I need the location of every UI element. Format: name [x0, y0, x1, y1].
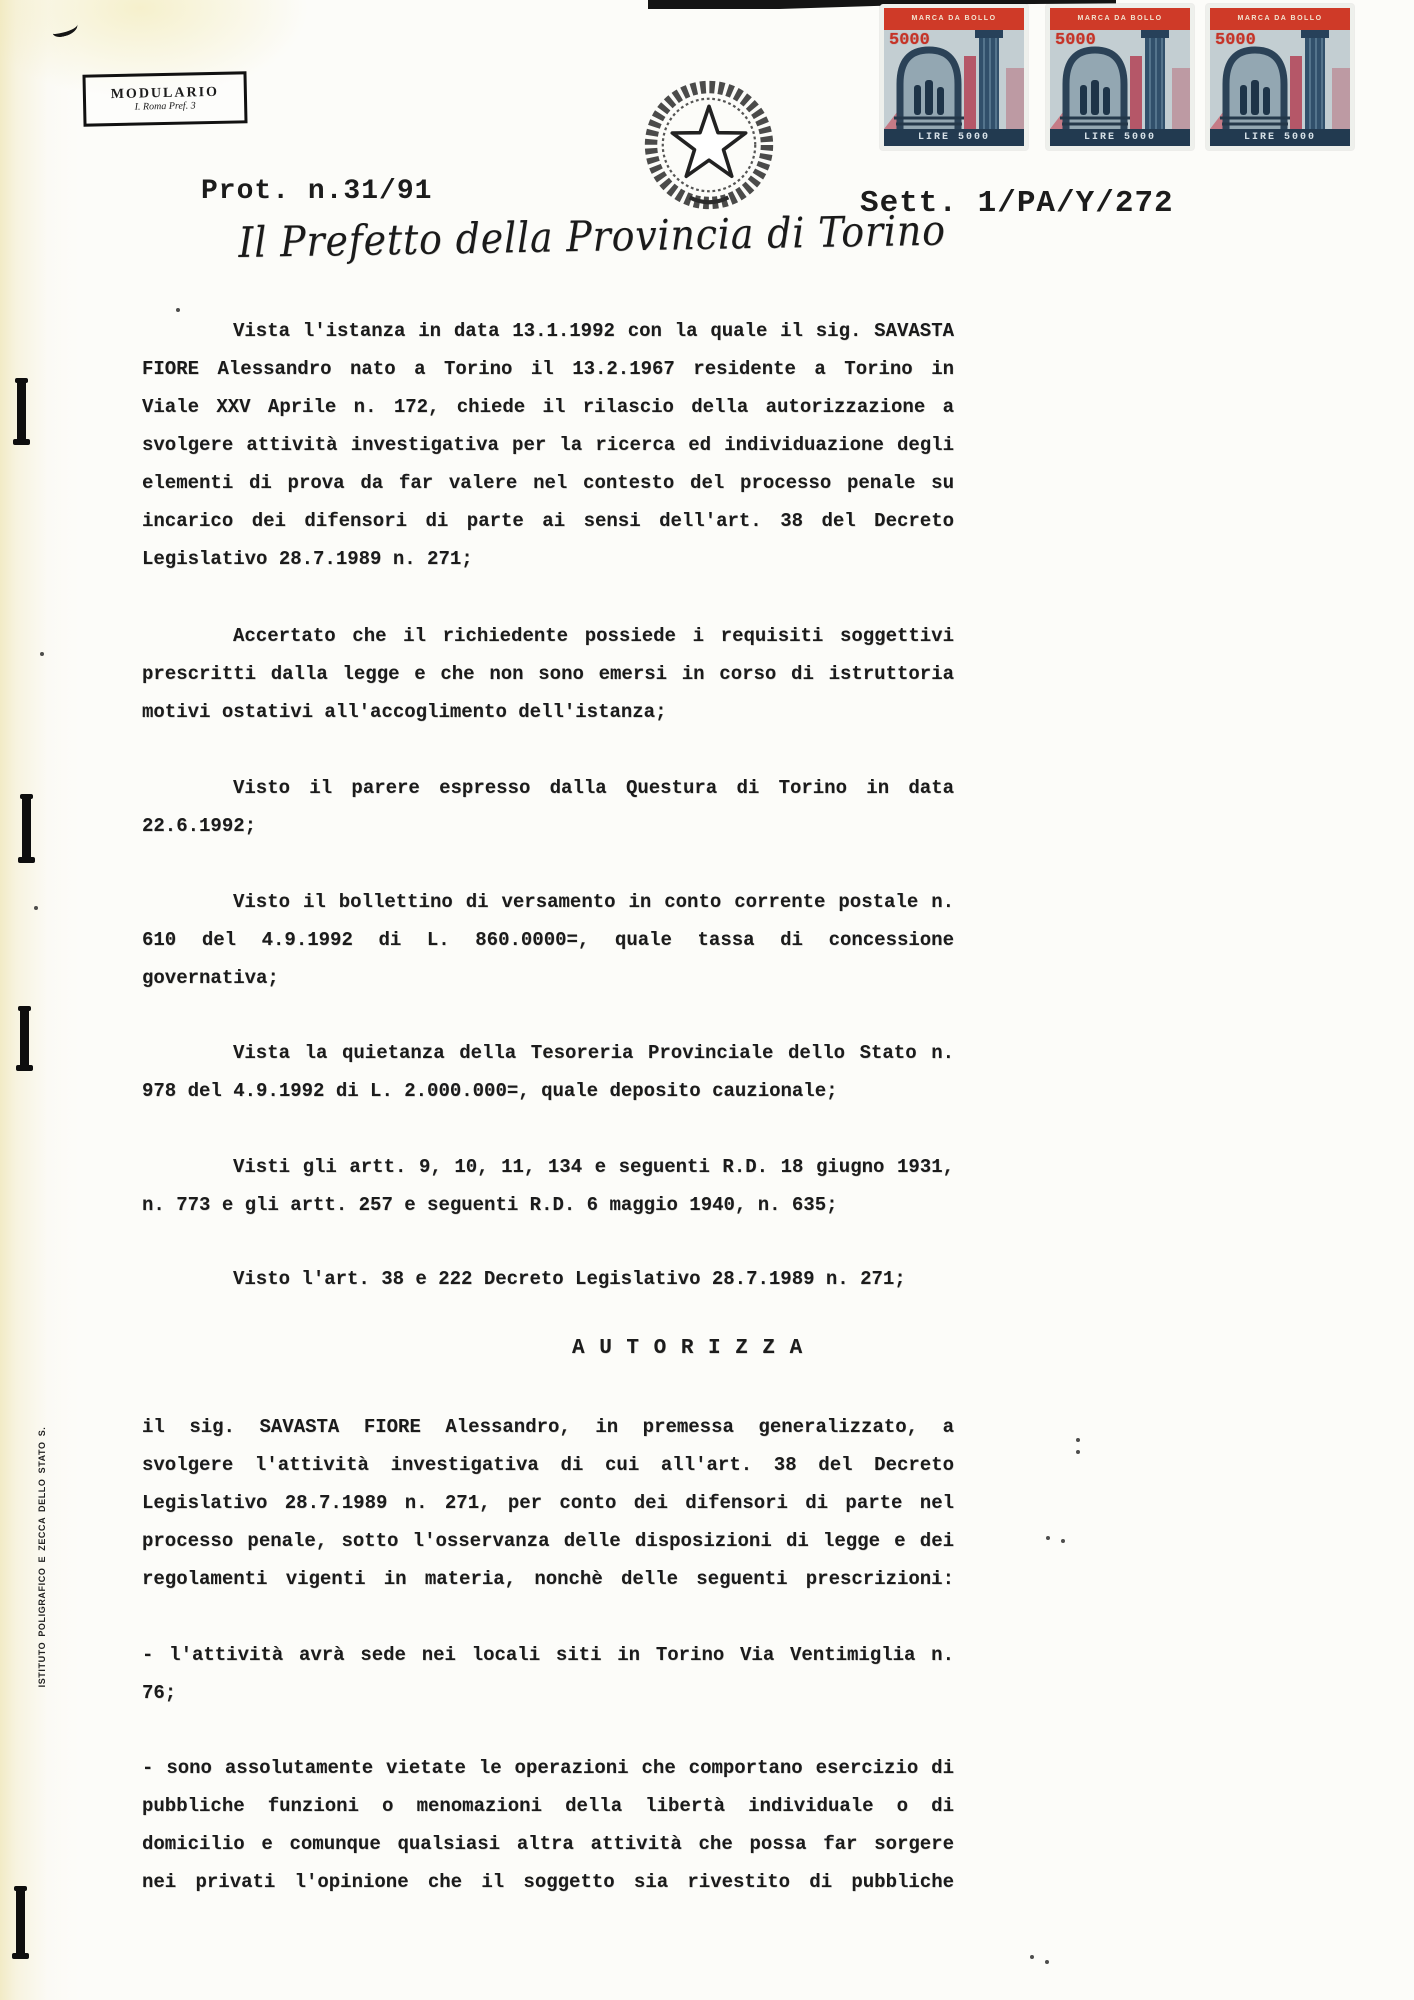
- authorize-heading: A U T O R I Z Z A: [572, 1337, 804, 1360]
- stamp-title: MARCA DA BOLLO: [1050, 8, 1190, 30]
- text-line: 978 del 4.9.1992 di L. 2.000.000=, quale deposito cauzionale;: [142, 1080, 838, 1102]
- staple-mark-icon: [22, 796, 31, 860]
- stamp-frame: [1050, 8, 1190, 146]
- paragraph: [142, 1260, 954, 1298]
- text-line: Legislativo 28.7.1989 n. 271;: [142, 548, 473, 570]
- paragraph: [142, 1148, 954, 1224]
- staple-mark-icon: [20, 1008, 29, 1068]
- stamp-title: MARCA DA BOLLO: [884, 8, 1024, 30]
- stamp-value: 5000: [1215, 31, 1256, 50]
- ink-speck: [1076, 1450, 1080, 1454]
- ink-speck: [40, 652, 44, 656]
- document-title: Il Prefetto della Provincia di Torino: [238, 205, 947, 267]
- state-emblem-icon: [640, 76, 778, 214]
- modulario-sublabel: I. Roma Pref. 3: [134, 99, 196, 113]
- protocol-number: Prot. n.31/91: [201, 176, 433, 207]
- modulario-stamp-box: [82, 71, 247, 126]
- section-reference: Sett. 1/PA/Y/272: [860, 186, 1174, 221]
- stamp-frame: [884, 8, 1024, 146]
- stamp-value: 5000: [1055, 31, 1096, 50]
- revenue-stamp: [1046, 4, 1194, 150]
- text-line: Visto il parere espresso dalla Questura di Torino in data: [233, 777, 954, 799]
- text-line: domicilio e comunque qualsiasi altra attività che possa far sorgere: [142, 1833, 954, 1855]
- stamp-denomination: LIRE 5000: [1210, 129, 1350, 146]
- text-line: pubbliche funzioni o menomazioni della libertà individuale o di: [142, 1795, 954, 1817]
- ink-speck: [34, 906, 38, 910]
- text-line: il sig. SAVASTA FIORE Alessandro, in premessa generalizzato, a: [142, 1416, 954, 1438]
- text-line: n. 773 e gli artt. 257 e seguenti R.D. 6 maggio 1940, n. 635;: [142, 1194, 838, 1216]
- ink-speck: [1076, 1438, 1080, 1442]
- revenue-stamp: [1206, 4, 1354, 150]
- ink-speck: [1061, 1539, 1065, 1543]
- paragraph: [142, 883, 954, 997]
- text-line: Vista l'istanza in data 13.1.1992 con la quale il sig. SAVASTA: [233, 320, 954, 342]
- text-line: governativa;: [142, 967, 279, 989]
- paragraph: [142, 312, 954, 578]
- stamp-frame: [1210, 8, 1350, 146]
- modulario-label: MODULARIO: [110, 84, 220, 102]
- ink-speck: [1030, 1955, 1034, 1959]
- text-line: Visto il bollettino di versamento in conto corrente postale n.: [233, 891, 954, 913]
- text-line: - l'attività avrà sede nei locali siti in Torino Via Ventimiglia n.: [142, 1644, 954, 1666]
- text-line: Legislativo 28.7.1989 n. 271, per conto dei difensori di parte nel: [142, 1492, 954, 1514]
- text-line: 22.6.1992;: [142, 815, 257, 837]
- text-line: regolamenti vigenti in materia, nonchè delle seguenti prescrizioni:: [142, 1568, 954, 1590]
- text-line: Visti gli artt. 9, 10, 11, 134 e seguenti R.D. 18 giugno 1931,: [233, 1156, 954, 1178]
- stamp-value: 5000: [889, 31, 930, 50]
- paragraph: [142, 1408, 954, 1598]
- margin-printer-note: ISTITUTO POLIGRAFICO E ZECCA DELLO STATO S.: [37, 1426, 47, 1688]
- text-line: Visto l'art. 38 e 222 Decreto Legislativo 28.7.1989 n. 271;: [233, 1268, 906, 1290]
- text-line: processo penale, sotto l'osservanza delle disposizioni di legge e dei: [142, 1530, 954, 1552]
- text-line: elementi di prova da far valere nel contesto del processo penale su: [142, 472, 954, 494]
- paragraph: [142, 1749, 954, 1901]
- staple-mark-icon: [16, 1888, 25, 1956]
- text-line: 76;: [142, 1682, 177, 1704]
- stamp-title: MARCA DA BOLLO: [1210, 8, 1350, 30]
- text-line: - sono assolutamente vietate le operazioni che comportano esercizio di: [142, 1757, 954, 1779]
- revenue-stamp: [880, 4, 1028, 150]
- text-line: incarico dei difensori di parte ai sensi dell'art. 38 del Decreto: [142, 510, 954, 532]
- text-line: nei privati l'opinione che il soggetto sia rivestito di pubbliche: [142, 1871, 954, 1893]
- paragraph: [142, 617, 954, 731]
- ink-speck: [1046, 1536, 1050, 1540]
- ink-speck: [1045, 1960, 1049, 1964]
- stamp-denomination: LIRE 5000: [884, 129, 1024, 146]
- text-line: Viale XXV Aprile n. 172, chiede il rilascio della autorizzazione a: [142, 396, 954, 418]
- paragraph: [142, 769, 954, 845]
- staple-mark-icon: [17, 380, 26, 442]
- stamp-denomination: LIRE 5000: [1050, 129, 1190, 146]
- text-line: prescritti dalla legge e che non sono emersi in corso di istruttoria: [142, 663, 954, 685]
- text-line: Accertato che il richiedente possiede i requisiti soggettivi: [233, 625, 954, 647]
- text-line: 610 del 4.9.1992 di L. 860.0000=, quale tassa di concessione: [142, 929, 954, 951]
- text-line: svolgere attività investigativa per la ricerca ed individuazione degli: [142, 434, 954, 456]
- text-line: svolgere l'attività investigativa di cui all'art. 38 del Decreto: [142, 1454, 954, 1476]
- paragraph: [142, 1034, 954, 1110]
- paragraph: [142, 1636, 954, 1712]
- text-line: motivi ostativi all'accoglimento dell'istanza;: [142, 701, 667, 723]
- ink-squiggle: [51, 19, 80, 39]
- text-line: Vista la quietanza della Tesoreria Provinciale dello Stato n.: [233, 1042, 954, 1064]
- text-line: FIORE Alessandro nato a Torino il 13.2.1967 residente a Torino in: [142, 358, 954, 380]
